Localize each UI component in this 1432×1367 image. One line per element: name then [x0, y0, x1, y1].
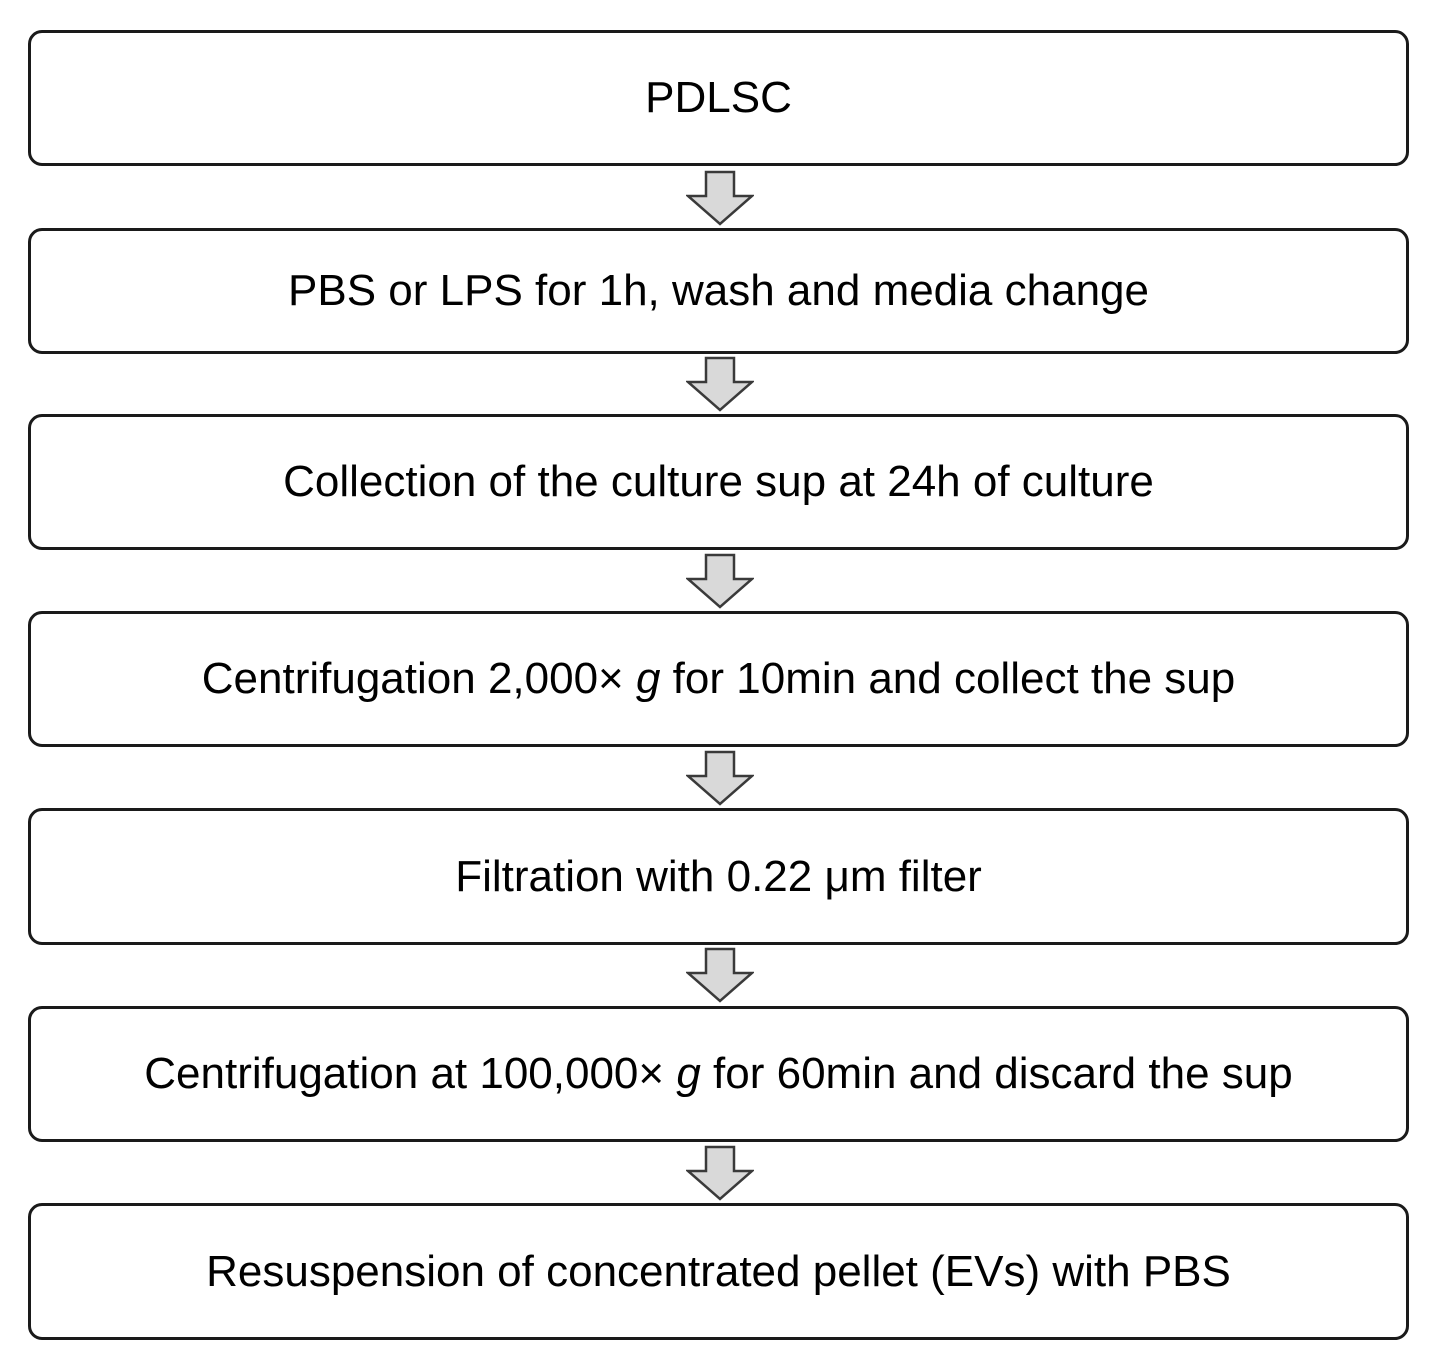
- step-box-filtration: [28, 808, 1409, 945]
- step-label: PDLSC: [645, 73, 792, 122]
- step-label: Centrifugation at 100,000× g for 60min and discard the sup: [144, 1049, 1293, 1098]
- step-box-centrifugation-2000: [28, 611, 1409, 747]
- step-box-pdlsc: [28, 30, 1409, 166]
- down-arrow-icon: [686, 750, 754, 806]
- down-arrow-icon: [686, 356, 754, 412]
- step-label: Collection of the culture sup at 24h of culture: [283, 457, 1154, 506]
- step-label: Filtration with 0.22 μm filter: [455, 851, 982, 901]
- step-label: Centrifugation 2,000× g for 10min and collect the sup: [201, 654, 1236, 703]
- step-box-centrifugation-100000: [28, 1006, 1409, 1142]
- step-box-pbs-lps: [28, 228, 1409, 354]
- step-box-collection: [28, 414, 1409, 550]
- step-box-resuspension: [28, 1203, 1409, 1340]
- down-arrow-icon: [686, 170, 754, 226]
- down-arrow-icon: [686, 947, 754, 1003]
- step-label: Resuspension of concentrated pellet (EVs) with PBS: [206, 1246, 1231, 1296]
- down-arrow-icon: [686, 553, 754, 609]
- down-arrow-icon: [686, 1145, 754, 1201]
- step-label: PBS or LPS for 1h, wash and media change: [288, 266, 1149, 315]
